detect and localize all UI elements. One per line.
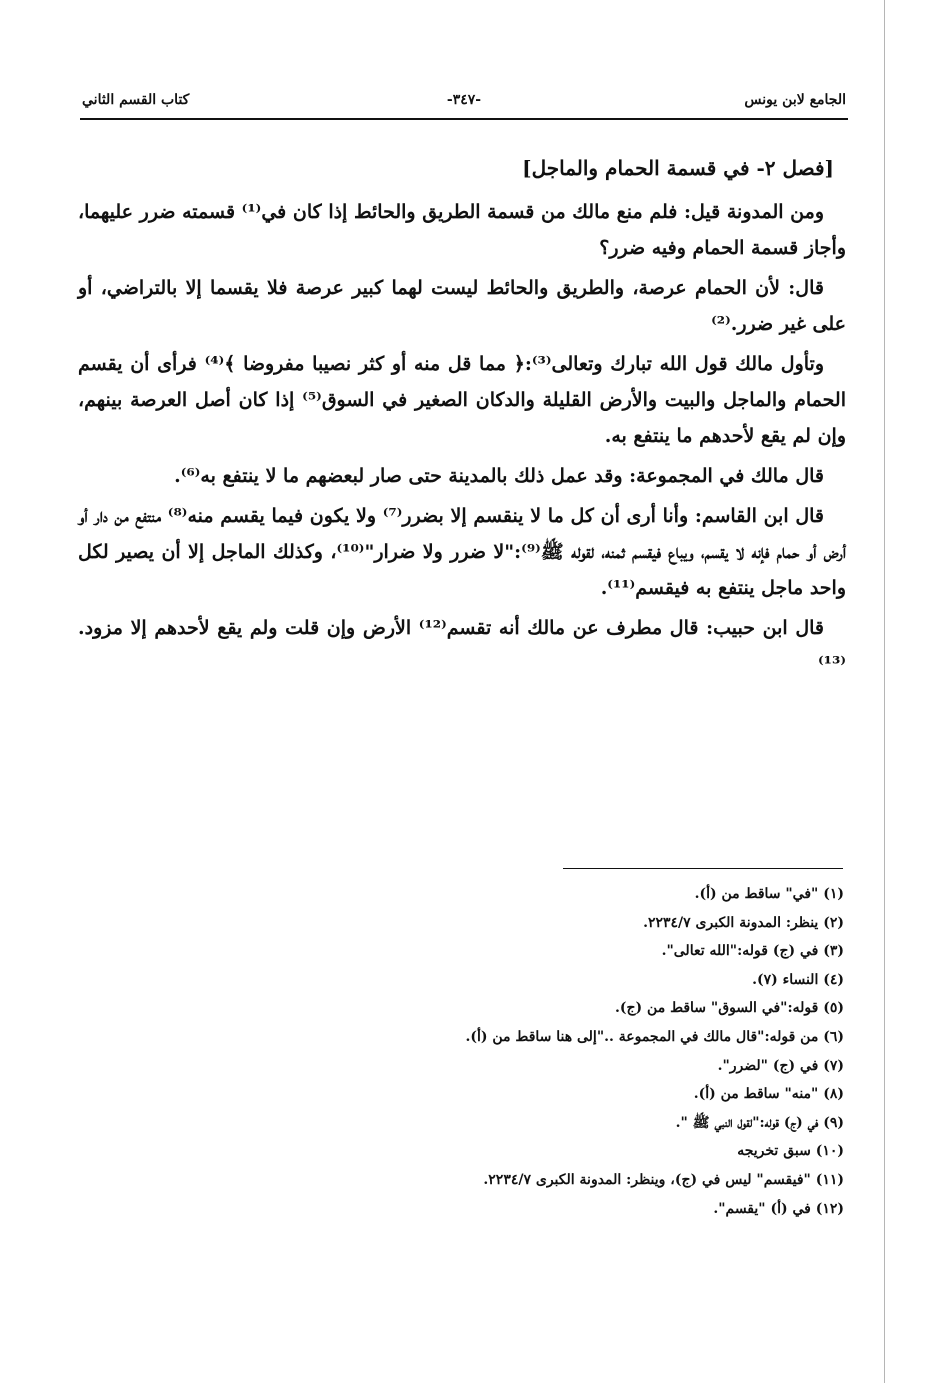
paragraph: قال ابن القاسم: وأنا أرى أن كل ما لا ينقسم إلا بضرر⁽⁷⁾ ولا يكون فيما يقسم منه⁽⁸⁾ منتفع من دار أو أرض أو حمام فإنه لا يقسم، ويباع فيقسم ثمنه، لقوله ﷺ⁽⁹⁾:"لا ضرر ولا ضرار"⁽¹⁰⁾، وكذلك الماجل إلا أن يصير لكل واحد ماجل ينتفع به فيقسم⁽¹¹⁾. xyxy=(78,505,847,599)
footnote: (٧) في (ج) "لضرر". xyxy=(717,1057,844,1074)
paragraph: ومن المدونة قيل: فلم منع مالك من قسمة الطريق والحائط إذا كان في⁽¹⁾ قسمته ضرر عليهما، وأجاز قسمة الحمام وفيه ضرر؟ xyxy=(78,201,846,259)
footnote: (١٠) سبق تخريجه xyxy=(737,1143,844,1160)
footnote: (٥) قوله:"في السوق" ساقط من (ج). xyxy=(615,1000,844,1017)
paragraph: وتأول مالك قول الله تبارك وتعالى⁽³⁾:﴿ مما قل منه أو كثر نصيبا مفروضا ﴾⁽⁴⁾ فرأى أن يقسم الحمام والماجل والبيت والأرض القليلة والدكان الصغير في السوق⁽⁵⁾ إذا كان أصل العرصة بينهم، وإن لم يقع لأحدهم ما ينتفع به. xyxy=(78,353,846,447)
footnote: (١٢) في (أ) "يقسم". xyxy=(713,1200,844,1217)
header-section-name: كتاب القسم الثاني xyxy=(82,92,190,108)
footnotes xyxy=(360,880,844,1223)
section-title: [فصل ٢- في قسمة الحمام والماجل] xyxy=(522,156,834,180)
footnote-separator xyxy=(563,868,843,869)
paragraph: قال ابن حبيب: قال مطرف عن مالك أنه تقسم⁽¹²⁾ الأرض وإن قلت ولم يقع لأحدهم إلا مزود.⁽¹³⁾ xyxy=(78,617,846,675)
header-rule xyxy=(80,118,848,120)
paragraph: قال: لأن الحمام عرصة، والطريق والحائط ليست لهما كبير عرصة فلا يقسما إلا بالتراضي، أو على غير ضرر.⁽²⁾ xyxy=(78,277,846,335)
footnote: (٩) في (ج) قوله:"لقول النبي ﷺ ". xyxy=(675,1114,844,1131)
footnote: (٨) "منه" ساقط من (أ). xyxy=(693,1086,844,1103)
running-header xyxy=(82,88,846,118)
footnote: (٦) من قوله:"قال مالك في المجموعة .."إلى هنا ساقط من (أ). xyxy=(465,1028,844,1045)
footnote: (٢) ينظر: المدونة الكبرى ٢٢٣٤/٧. xyxy=(643,914,844,931)
footnote: (١) "في" ساقط من (أ). xyxy=(694,886,844,902)
page-number: -٣٤٧- xyxy=(446,92,482,108)
footnote: (١١) "فيقسم" ليس في (ج)، وينظر: المدونة الكبرى ٢٢٣٤/٧. xyxy=(483,1171,844,1188)
paragraph: قال مالك في المجموعة: وقد عمل ذلك بالمدينة حتى صار لبعضهم ما لا ينتفع به⁽⁶⁾. xyxy=(174,465,824,487)
header-book-title: الجامع لابن يونس xyxy=(744,92,846,108)
main-text xyxy=(78,150,846,686)
footnote: (٤) النساء (٧). xyxy=(752,971,844,988)
page-edge-line xyxy=(884,0,885,1383)
footnote: (٣) في (ج) قوله:"الله تعالى". xyxy=(661,943,844,960)
